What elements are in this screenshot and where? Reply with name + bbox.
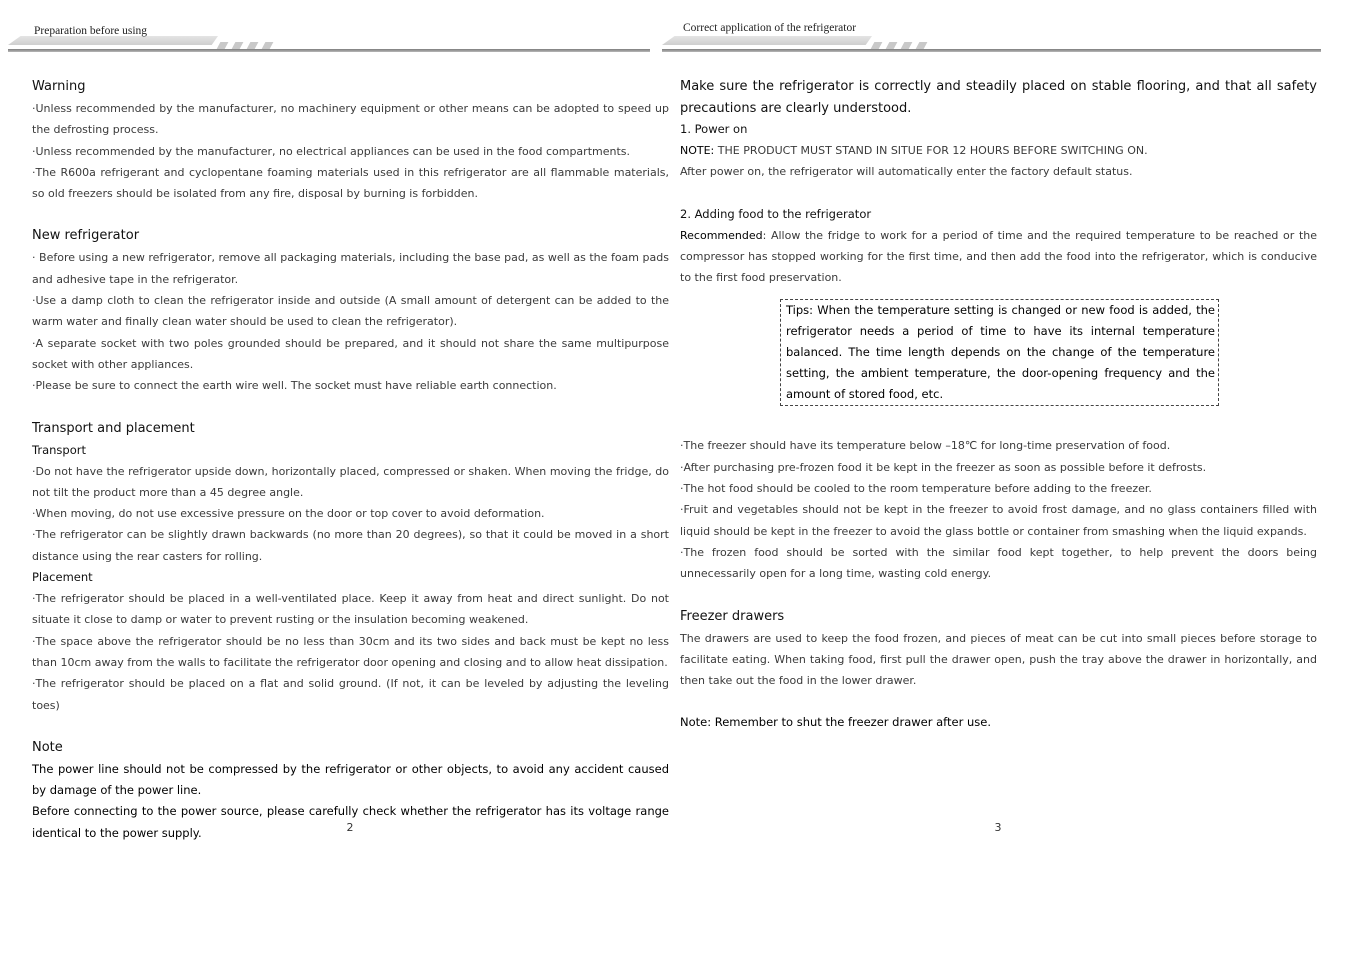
- right-page: [675, 0, 1350, 954]
- transport-heading: Transport and placement: [32, 420, 195, 436]
- freezer-drawers-heading: Freezer drawers: [680, 608, 785, 624]
- page-header: [8, 18, 650, 58]
- header-stripes: [218, 36, 278, 46]
- header-rule: [8, 49, 650, 52]
- page-number: 3: [994, 821, 1002, 834]
- right-content: [680, 76, 1317, 734]
- recommended-label: Recommended: [680, 228, 763, 242]
- header-rule: [662, 49, 1321, 52]
- placement-para: ·The space above the refrigerator should be no less than 30cm and its two sides and back must be kept no less than 10cm away from the walls to facilitate the refrigerator door opening and closing and to allow heat dissipation.: [32, 634, 669, 669]
- tips-box: Tips: When the temperature setting is changed or new food is added, the refrigerator needs a period of time to have its internal temperature balanced. The time length depends on the change of the temperature setting, the ambient temperature, the door-opening frequency and the amount of stored food, etc.: [780, 299, 1219, 406]
- header-stripes: [872, 36, 932, 46]
- new-refrigerator-para: ·A separate socket with two poles grounded should be prepared, and it should not share the same multipurpose socket with other appliances.: [32, 336, 669, 371]
- adding-food-para: [680, 225, 1317, 289]
- recommended-text: : Allow the fridge to work for a period of time and the required temperature to be reached or the compressor has stopped working for the first time, and then add the food into the refrigerator, which is conducive to the first food preservation.: [680, 228, 1317, 285]
- header-band: [662, 36, 872, 45]
- placement-subheading: Placement: [32, 570, 93, 585]
- placement-para: ·The refrigerator should be placed on a flat and solid ground. (If not, it can be leveled by adjusting the leveling toes): [32, 677, 669, 712]
- header-title: Correct application of the refrigerator: [683, 22, 857, 34]
- note-heading: Note: [32, 739, 63, 755]
- page-number: 2: [346, 821, 354, 834]
- transport-para: ·When moving, do not use excessive pressure on the door or top cover to avoid deformation.: [32, 507, 545, 521]
- placement-para: ·The refrigerator should be placed in a well-ventilated place. Keep it away from heat and direct sunlight. Do not situate it close to damp or water to prevent rusting or the insulation becoming weakened.: [32, 592, 669, 627]
- transport-subheading: Transport: [32, 442, 86, 457]
- intro-text: Make sure the refrigerator is correctly and steadily placed on stable flooring, and that all safety precautions are clearly understood.: [680, 79, 1317, 116]
- new-refrigerator-para: ·Please be sure to connect the earth wire well. The socket must have reliable earth connection.: [32, 379, 557, 393]
- freezer-para: ·Fruit and vegetables should not be kept in the freezer to avoid frost damage, and no glass containers filled with liquid should be kept in the freezer to avoid the glass bottle or container from smashing when the liquid expands.: [680, 503, 1317, 538]
- new-refrigerator-para: ·Use a damp cloth to clean the refrigerator inside and outside (A small amount of detergent can be added to the warm water and finally clean water should be used to clean the refrigerator).: [32, 294, 669, 329]
- power-on-para: After power on, the refrigerator will automatically enter the factory default status.: [680, 165, 1133, 179]
- note-para: Before connecting to the power source, please carefully check whether the refrigerator has its voltage range identical to the power supply.: [32, 804, 669, 840]
- freezer-para: ·After purchasing pre-frozen food it be kept in the freezer as soon as possible before it defrosts.: [680, 460, 1207, 474]
- warning-para: ·Unless recommended by the manufacturer, no machinery equipment or other means can be adopted to speed up the defrosting process.: [32, 102, 669, 137]
- page-header: [662, 18, 1321, 58]
- transport-para: ·The refrigerator can be slightly drawn backwards (no more than 20 degrees), so that it could be moved in a short distance using the rear casters for rolling.: [32, 528, 669, 563]
- note-para: The power line should not be compressed by the refrigerator or other objects, to avoid any accident caused by damage of the power line.: [32, 761, 669, 798]
- note-label: NOTE:: [680, 144, 715, 157]
- adding-food-heading: 2. Adding food to the refrigerator: [680, 206, 872, 221]
- final-note: Note: Remember to shut the freezer drawer after use.: [680, 715, 991, 730]
- warning-para: ·Unless recommended by the manufacturer, no electrical appliances can be used in the food compartments.: [32, 144, 631, 158]
- new-refrigerator-heading: New refrigerator: [32, 228, 140, 244]
- warning-heading: Warning: [32, 79, 86, 94]
- note-text: THE PRODUCT MUST STAND IN SITUE FOR 12 HOURS BEFORE SWITCHING ON.: [714, 144, 1148, 157]
- power-on-note: [680, 140, 1317, 161]
- header-title: Preparation before using: [34, 25, 148, 37]
- freezer-para: ·The freezer should have its temperature below –18℃ for long-time preservation of food.: [680, 439, 1171, 453]
- warning-para: ·The R600a refrigerant and cyclopentane foaming materials used in this refrigerator are all flammable materials, so old freezers should be isolated from any fire, disposal by burning is forbidden.: [32, 165, 669, 201]
- left-content: [32, 76, 669, 844]
- power-on-heading: 1. Power on: [680, 122, 748, 136]
- new-refrigerator-para: · Before using a new refrigerator, remove all packaging materials, including the base pad, as well as the foam pads and adhesive tape in the refrigerator.: [32, 251, 669, 286]
- transport-para: ·Do not have the refrigerator upside down, horizontally placed, compressed or shaken. When moving the fridge, do not tilt the product more than a 45 degree angle.: [32, 464, 669, 499]
- freezer-para: ·The frozen food should be sorted with the similar food kept together, to help prevent the doors being unnecessarily open for a long time, wasting cold energy.: [680, 545, 1317, 581]
- header-band: [8, 36, 218, 45]
- freezer-drawers-para: The drawers are used to keep the food frozen, and pieces of meat can be cut into small pieces before storage to facilitate eating. When taking food, first pull the drawer open, push the tray above the drawer in horizontally, and then take out the food in the lower drawer.: [680, 631, 1317, 688]
- freezer-para: ·The hot food should be cooled to the room temperature before adding to the freezer.: [680, 482, 1152, 496]
